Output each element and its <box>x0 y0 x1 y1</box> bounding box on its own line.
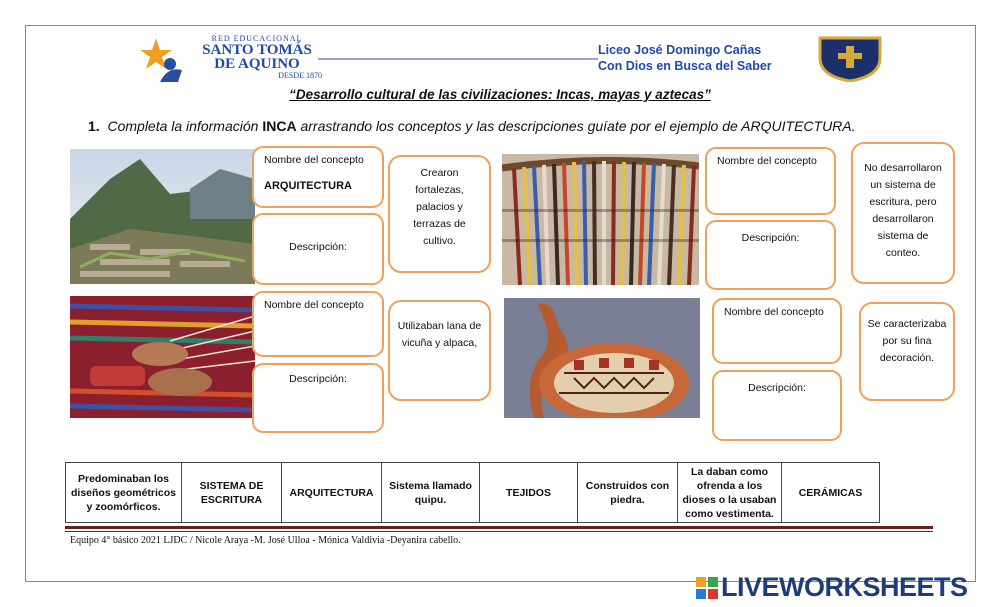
school-shield-icon <box>818 36 882 82</box>
word-bank-item[interactable]: TEJIDOS <box>480 463 578 522</box>
concept-name-value <box>254 311 382 325</box>
header-divider <box>318 58 598 60</box>
word-bank-item[interactable]: Sistema llamado quipu. <box>382 463 480 522</box>
logo-line-4: DESDE 1870 <box>278 71 322 80</box>
description-label: Descripción: <box>748 382 806 394</box>
school-network-logo <box>138 34 328 84</box>
concept-name-box-2[interactable] <box>705 147 836 215</box>
weaving-photo <box>70 296 255 418</box>
description-card-3[interactable]: Utilizaban lana de vicuña y alpaca, <box>388 300 491 401</box>
star-figure-icon <box>138 36 188 82</box>
school-motto: Con Dios en Busca del Saber <box>598 59 772 73</box>
logo-line-3: DE AQUINO <box>214 56 300 72</box>
instruction-text-1: Completa la información <box>107 118 259 134</box>
concept-name-box-4[interactable] <box>712 298 842 364</box>
concept-name-label: Nombre del concepto <box>264 299 364 311</box>
concept-name-value: ARQUITECTURA <box>264 180 352 192</box>
concept-name-label: Nombre del concepto <box>264 154 364 166</box>
liveworksheets-brand <box>696 572 968 603</box>
word-bank-item[interactable]: SISTEMA DE ESCRITURA <box>182 463 282 522</box>
footer-credits: Equipo 4° básico 2021 LJDC / Nicole Araya -M. José Ulloa - Mónica Valdivia -Deyanira cabello. <box>70 535 461 546</box>
school-logo <box>598 36 888 82</box>
liveworksheets-logo-icon <box>696 577 718 599</box>
word-bank-item[interactable]: ARQUITECTURA <box>282 463 382 522</box>
description-label: Descripción: <box>289 241 347 253</box>
concept-name-label: Nombre del concepto <box>717 155 817 167</box>
description-box-2[interactable] <box>705 220 836 290</box>
description-card-1[interactable]: Crearon fortalezas, palacios y terrazas de cultivo. <box>388 155 491 273</box>
instruction <box>88 118 968 134</box>
concept-name-value <box>707 167 834 181</box>
logo-line-1: RED EDUCACIONAL <box>211 34 303 43</box>
concept-name-box-1[interactable] <box>252 146 384 208</box>
instruction-text-2: arrastrando los conceptos y las descripciones guíate por el ejemplo de ARQUITECTURA. <box>300 118 856 134</box>
word-bank-item[interactable]: La daban como ofrenda a los dioses o la usaban como vestimenta. <box>678 463 782 522</box>
description-label: Descripción: <box>289 373 347 385</box>
liveworksheets-wordmark: LIVEWORKSHEETS <box>721 572 968 602</box>
description-box-4[interactable] <box>712 370 842 441</box>
word-bank-item[interactable]: Construidos con piedra. <box>578 463 678 522</box>
school-name: Liceo José Domingo Cañas <box>598 43 762 57</box>
page-title: “Desarrollo cultural de las civilizaciones: Incas, mayas y aztecas” <box>289 87 711 102</box>
footer-divider <box>65 526 933 532</box>
word-bank <box>65 462 880 523</box>
description-box-3[interactable] <box>252 363 384 433</box>
concept-name-value <box>714 318 840 332</box>
description-box-1[interactable] <box>252 213 384 285</box>
quipu-photo <box>502 154 699 285</box>
description-card-2[interactable]: No desarrollaron un sistema de escritura, pero desarrollaron sistema de conteo. <box>851 142 955 284</box>
instruction-emphasis: INCA <box>262 118 297 134</box>
concept-name-box-3[interactable] <box>252 291 384 357</box>
description-card-4[interactable]: Se caracterizaba por su fina decoración. <box>859 302 955 401</box>
word-bank-item[interactable]: CERÁMICAS <box>798 486 863 499</box>
logo-line-2: SANTO TOMÁS <box>202 42 312 58</box>
word-bank-item[interactable]: Predominaban los diseños geométricos y zoomórficos. <box>66 463 182 522</box>
description-label: Descripción: <box>741 232 800 244</box>
machu-picchu-photo <box>70 149 255 284</box>
concept-name-label: Nombre del concepto <box>724 306 824 318</box>
instruction-number: 1. <box>88 118 100 134</box>
ceramic-vessel-photo <box>504 298 700 418</box>
